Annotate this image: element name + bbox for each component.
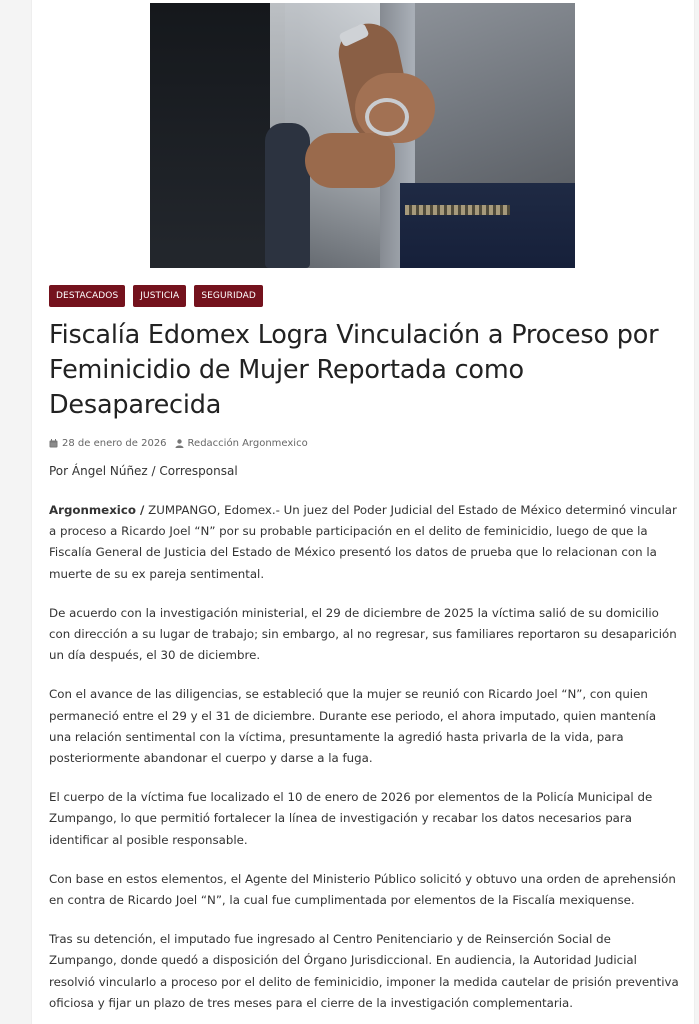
article-byline: Por Ángel Núñez / Corresponsal (49, 464, 238, 478)
photo-jeans (400, 183, 575, 268)
post-author[interactable] (175, 438, 308, 449)
photo-shirt (415, 3, 575, 198)
paragraph-3: Con el avance de las diligencias, se estableció que la mujer se reunió con Ricardo Joel “N”, con quien permaneció entre el 29 y el 31 de diciembre. Durante ese periodo, el ahora imputado, quien mantenía una relación sentimental con la víctima, presuntamente la agredió hasta privarla de la vida, para posteriormente abandonar el cuerpo y darse a la fuga. (49, 687, 657, 766)
article-meta (49, 435, 308, 451)
category-tags (49, 285, 263, 307)
tag-destacados[interactable]: DESTACADOS (49, 285, 125, 307)
article-title: Fiscalía Edomex Logra Vinculación a Proceso por Feminicidio de Mujer Reportada como Desaparecida (49, 320, 659, 420)
paragraph-2: De acuerdo con la investigación ministerial, el 29 de diciembre de 2025 la víctima salió de su domicilio con dirección a su lugar de trabajo; sin embargo, al no regresar, sus familiares reportaron su desaparición un día después, el 30 de diciembre. (49, 605, 677, 663)
paragraph-4: El cuerpo de la víctima fue localizado el 10 de enero de 2026 por elementos de la Policía Municipal de Zumpango, lo que permitió fortalecer la línea de investigación y recabar los datos necesarios para identificar al posible responsable. (49, 790, 653, 847)
paragraph-5: Con base en estos elementos, el Agente del Ministerio Público solicitó y obtuvo una orden de aprehensión en contra de Ricardo Joel “N”, la cual fue cumplimentada por elementos de la Fiscalía mexiquense. (49, 871, 676, 908)
post-date[interactable] (49, 438, 167, 449)
photo-belt (405, 205, 510, 215)
lead-source: Argonmexico / (49, 503, 145, 517)
article-body (49, 500, 681, 1024)
paragraph-6: Tras su detención, el imputado fue ingresado al Centro Penitenciario y de Reinserción Social de Zumpango, donde quedó a disposición del Órgano Jurisdiccional. En audiencia, la Autoridad Judicial resolvió vincularlo a proceso por el delito de feminicidio, imponer la medida cautelar de prisión preventiva oficiosa y fijar un plazo de tres meses para el cierre de la investigación complementaria. (49, 932, 679, 1010)
tag-seguridad[interactable]: SEGURIDAD (194, 285, 263, 307)
lead-text: ZUMPANGO, Edomex.- Un juez del Poder Judicial del Estado de México determinó vincular a proceso a Ricardo Joel “N” por su probable participación en el delito de feminicidio, luego de que la Fiscalía General de Justicia del Estado de México presentó los datos de prueba que lo relacionan con la muerte de su ex pareja sentimental. (49, 503, 677, 581)
calendar-icon (49, 439, 58, 448)
post-author-text: Redacción Argonmexico (187, 437, 308, 449)
photo-handcuff (365, 98, 409, 136)
tag-justicia[interactable]: JUSTICIA (133, 285, 186, 307)
paragraph-lead (49, 500, 681, 585)
post-date-text: 28 de enero de 2026 (62, 437, 167, 449)
article-card (31, 0, 695, 1024)
user-icon (175, 439, 184, 448)
photo-hand-lower (305, 133, 395, 188)
photo-background-officer (265, 123, 310, 268)
featured-image (150, 3, 575, 268)
